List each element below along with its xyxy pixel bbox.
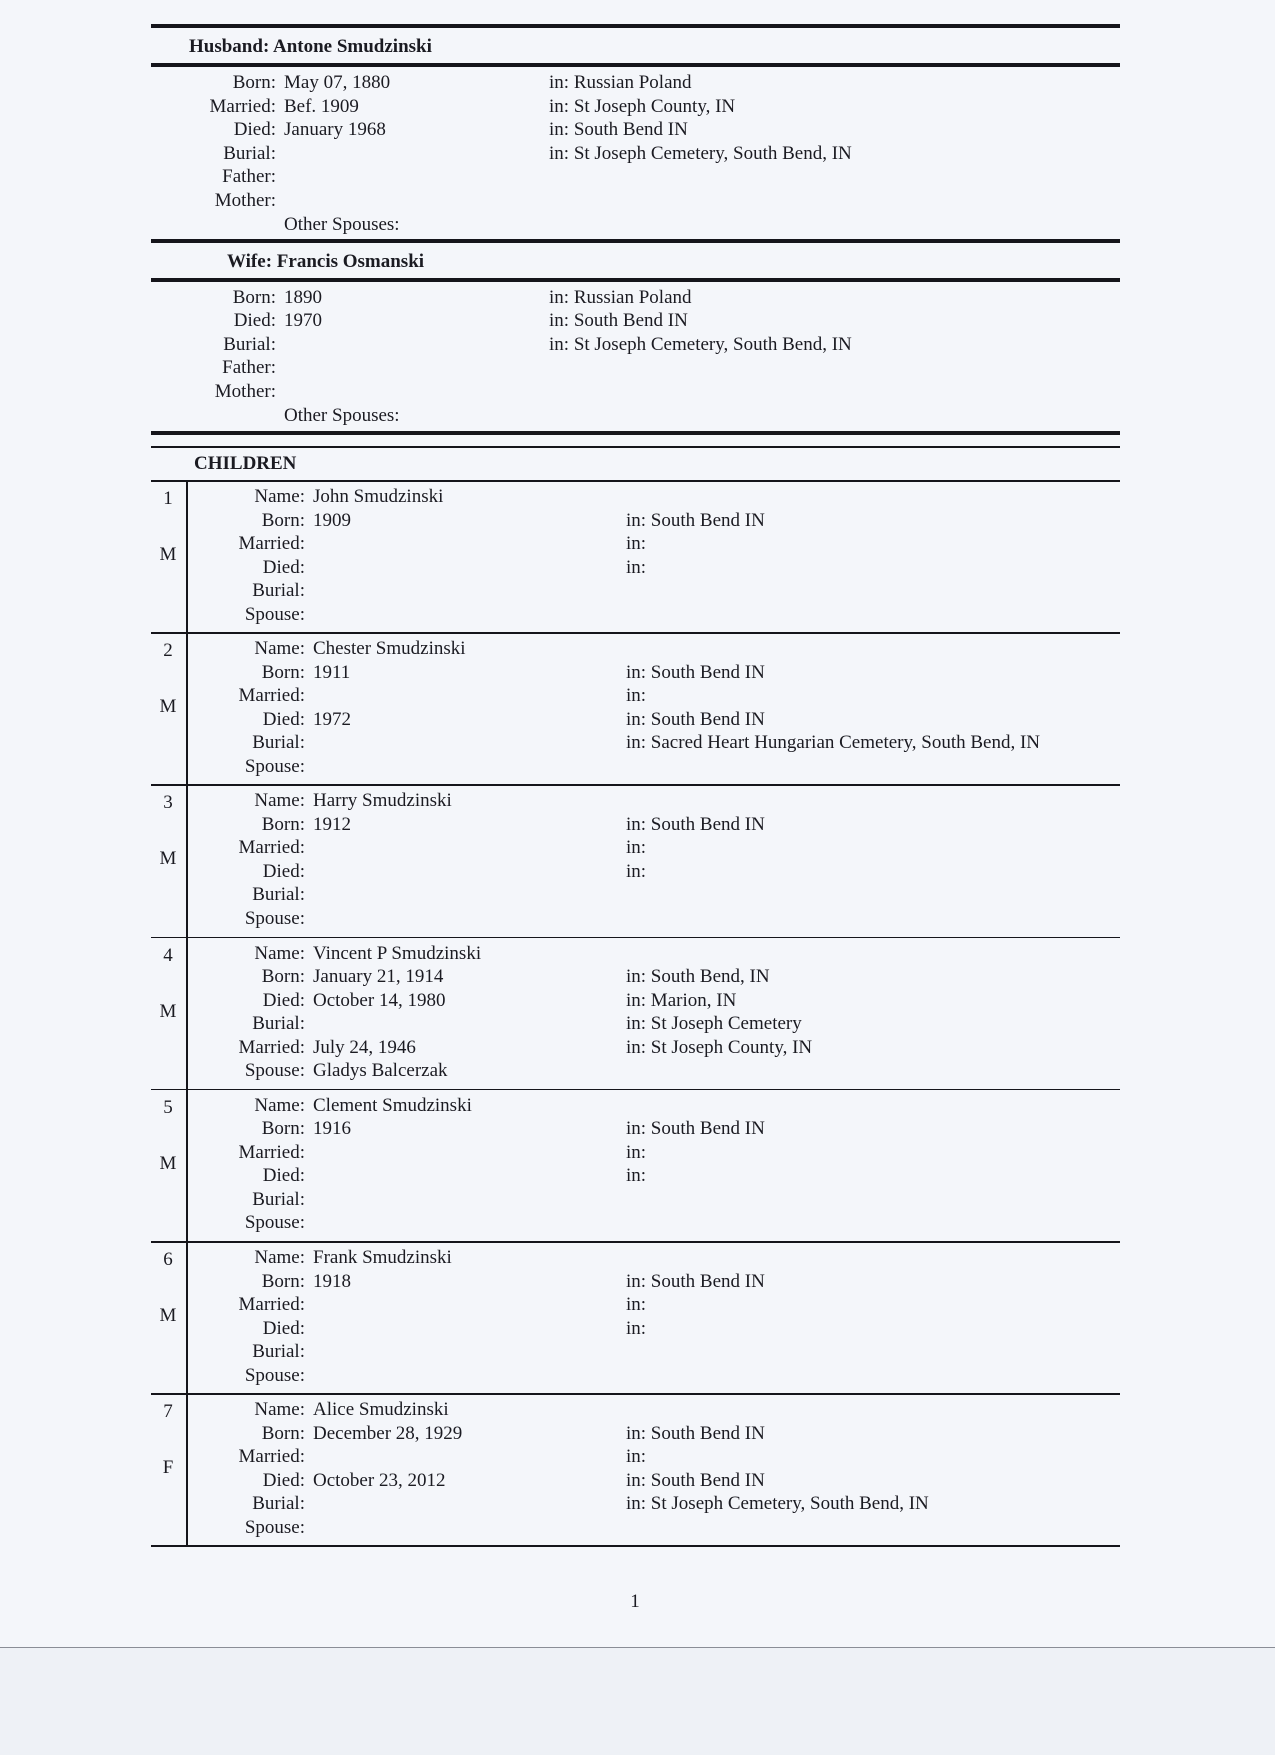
- child-field-label: Married:: [238, 1294, 305, 1315]
- child-field-value: December 28, 1929: [313, 1422, 463, 1444]
- wife-born-place: in: Russian Poland: [549, 287, 692, 308]
- child-number: 5: [163, 1096, 173, 1118]
- child-field-place: in: South Bend IN: [626, 1422, 765, 1444]
- husband-married-label: Married:: [209, 96, 276, 117]
- child-field-label: Spouse:: [244, 1516, 305, 1538]
- husband-born: May 07, 1880: [284, 72, 391, 93]
- wife-name: Francis Osmanski: [276, 251, 425, 272]
- child-sex: F: [162, 1457, 174, 1479]
- child-number: 3: [163, 792, 173, 814]
- child-field-label: Born:: [261, 813, 305, 835]
- husband-father-label: Father:: [222, 166, 276, 187]
- wife-father-label: Father:: [222, 357, 276, 378]
- child-field-value: October 23, 2012: [313, 1469, 446, 1491]
- child-field-place: in: St Joseph Cemetery: [626, 1013, 802, 1035]
- children-heading: CHILDREN: [194, 453, 297, 474]
- child-separator-rule: [151, 1393, 1120, 1395]
- wife-born-label: Born:: [232, 287, 276, 308]
- husband-born-place: in: Russian Poland: [549, 72, 692, 93]
- child-sex: M: [159, 1000, 177, 1022]
- child-separator-rule: [151, 937, 1120, 939]
- child-field-place: in: South Bend IN: [626, 509, 765, 531]
- child-field-label: Spouse:: [244, 603, 305, 625]
- child-field-place: in:: [626, 556, 647, 578]
- child-field-value: Chester Smudzinski: [313, 638, 466, 660]
- child-field-value: 1916: [313, 1118, 351, 1140]
- husband-rule: [151, 63, 1120, 67]
- child-field-label: Spouse:: [244, 1212, 305, 1234]
- child-field-label: Married:: [238, 533, 305, 554]
- child-field-label: Spouse:: [244, 1060, 305, 1082]
- child-field-label: Born:: [261, 966, 305, 988]
- child-field-label: Spouse:: [244, 1364, 305, 1386]
- wife-born: 1890: [284, 287, 322, 308]
- child-field-label: Burial:: [252, 732, 305, 754]
- child-field-place: in:: [626, 1446, 647, 1468]
- child-field-label: Name:: [254, 1247, 305, 1268]
- child-field-label: Born:: [261, 509, 305, 531]
- child-field-value: Vincent P Smudzinski: [313, 942, 482, 964]
- child-field-value: 1909: [313, 509, 351, 531]
- child-field-label: Name:: [254, 1094, 305, 1116]
- child-field-value: 1972: [313, 708, 351, 730]
- husband-mother-label: Mother:: [214, 190, 276, 211]
- page-number: 1: [630, 1591, 640, 1612]
- child-number: 4: [163, 944, 173, 966]
- child-separator-rule: [151, 1089, 1120, 1091]
- children-number-column-divider: [186, 481, 188, 1547]
- child-field-label: Born:: [261, 1422, 305, 1444]
- child-field-label: Died:: [262, 860, 305, 882]
- child-field-value: Frank Smudzinski: [313, 1247, 452, 1268]
- child-field-label: Married:: [238, 837, 305, 859]
- child-field-place: in: St Joseph County, IN: [626, 1036, 813, 1058]
- child-field-label: Name:: [254, 486, 305, 507]
- child-field-label: Died:: [262, 1469, 305, 1491]
- child-field-place: in: Sacred Heart Hungarian Cemetery, South Bend, IN: [626, 732, 1041, 754]
- child-field-label: Died:: [262, 1317, 305, 1339]
- child-field-label: Died:: [262, 556, 305, 578]
- child-field-label: Born:: [261, 1118, 305, 1140]
- wife-died-place: in: South Bend IN: [549, 310, 688, 331]
- child-field-value: July 24, 1946: [313, 1036, 416, 1058]
- husband-heading-label: Husband:: [189, 36, 270, 57]
- wife-died: 1970: [284, 310, 322, 331]
- children-header-rule: [151, 480, 1120, 482]
- husband-name: Antone Smudzinski: [272, 36, 432, 57]
- child-field-label: Died:: [262, 989, 305, 1011]
- child-number: 1: [163, 488, 173, 509]
- children-top-rule: [151, 431, 1120, 435]
- child-number: 7: [163, 1401, 173, 1423]
- child-field-label: Name:: [254, 790, 305, 812]
- child-field-label: Spouse:: [244, 907, 305, 929]
- child-sex: M: [159, 848, 177, 870]
- child-number: 6: [163, 1249, 173, 1270]
- wife-heading: [227, 251, 424, 273]
- child-field-value: Gladys Balcerzak: [313, 1060, 448, 1082]
- husband-burial-place: in: St Joseph Cemetery, South Bend, IN: [549, 143, 852, 164]
- child-number: 2: [163, 640, 173, 662]
- child-field-label: Married:: [238, 685, 305, 707]
- child-sex: M: [159, 696, 177, 718]
- child-field-label: Born:: [261, 661, 305, 683]
- child-field-value: Alice Smudzinski: [313, 1399, 449, 1421]
- child-separator-rule: [151, 1545, 1120, 1547]
- child-separator-rule: [151, 1241, 1120, 1243]
- husband-heading: [189, 36, 432, 58]
- child-field-place: in: South Bend IN: [626, 813, 765, 835]
- child-field-place: in: South Bend IN: [626, 1118, 765, 1140]
- child-field-value: January 21, 1914: [313, 966, 444, 988]
- child-separator-rule: [151, 784, 1120, 786]
- child-field-label: Married:: [238, 1446, 305, 1468]
- child-field-label: Name:: [254, 638, 305, 660]
- child-field-place: in: Marion, IN: [626, 989, 737, 1011]
- child-field-place: in: South Bend IN: [626, 1469, 765, 1491]
- child-field-value: 1918: [313, 1270, 351, 1292]
- wife-rule: [151, 278, 1120, 282]
- wife-top-rule: [151, 239, 1120, 243]
- child-field-value: 1911: [313, 661, 351, 683]
- husband-died: January 1968: [284, 119, 386, 140]
- child-field-value: October 14, 1980: [313, 989, 446, 1011]
- child-field-value: 1912: [313, 813, 351, 835]
- child-separator-rule: [151, 632, 1120, 634]
- child-field-place: in: South Bend IN: [626, 661, 765, 683]
- child-field-value: Clement Smudzinski: [313, 1094, 472, 1116]
- child-field-place: in:: [626, 860, 647, 882]
- child-sex: M: [159, 1152, 177, 1174]
- wife-other-spouses-label: Other Spouses:: [284, 405, 400, 426]
- top-rule: [151, 24, 1120, 28]
- child-field-place: in: South Bend, IN: [626, 966, 770, 988]
- husband-born-label: Born:: [232, 72, 276, 93]
- child-field-label: Name:: [254, 942, 305, 964]
- child-sex: M: [159, 1305, 177, 1326]
- wife-mother-label: Mother:: [214, 381, 276, 402]
- child-field-label: Burial:: [252, 1188, 305, 1210]
- child-field-label: Burial:: [252, 1013, 305, 1035]
- children-top-rule-2: [151, 446, 1120, 448]
- child-field-label: Born:: [261, 1270, 305, 1292]
- wife-burial-label: Burial:: [223, 334, 276, 355]
- child-field-place: in:: [626, 1165, 647, 1187]
- child-field-place: in:: [626, 1317, 647, 1339]
- husband-died-label: Died:: [233, 119, 276, 140]
- child-field-label: Burial:: [252, 1493, 305, 1515]
- child-field-place: in:: [626, 685, 647, 707]
- husband-burial-label: Burial:: [223, 143, 276, 164]
- child-field-place: in: St Joseph Cemetery, South Bend, IN: [626, 1493, 929, 1515]
- child-field-place: in:: [626, 1141, 647, 1163]
- wife-died-label: Died:: [233, 310, 276, 331]
- child-field-label: Spouse:: [244, 755, 305, 777]
- child-field-place: in: South Bend IN: [626, 708, 765, 730]
- child-field-label: Married:: [238, 1141, 305, 1163]
- child-field-place: in: South Bend IN: [626, 1270, 765, 1292]
- husband-married: Bef. 1909: [284, 96, 359, 117]
- child-field-place: in:: [626, 1294, 647, 1315]
- child-field-value: Harry Smudzinski: [313, 790, 452, 812]
- child-field-label: Name:: [254, 1399, 305, 1421]
- child-field-value: John Smudzinski: [313, 486, 444, 507]
- husband-other-spouses-label: Other Spouses:: [284, 214, 400, 235]
- child-field-label: Burial:: [252, 884, 305, 906]
- child-field-place: in:: [626, 533, 647, 554]
- child-field-label: Burial:: [252, 1341, 305, 1362]
- husband-married-place: in: St Joseph County, IN: [549, 96, 736, 117]
- child-field-label: Married:: [238, 1036, 305, 1058]
- child-field-place: in:: [626, 837, 647, 859]
- husband-died-place: in: South Bend IN: [549, 119, 688, 140]
- child-field-label: Burial:: [252, 580, 305, 601]
- child-field-label: Died:: [262, 1165, 305, 1187]
- child-field-label: Died:: [262, 708, 305, 730]
- scanner-background: [0, 1648, 1275, 1755]
- wife-heading-label: Wife:: [227, 251, 273, 272]
- child-sex: M: [159, 544, 177, 565]
- wife-burial-place: in: St Joseph Cemetery, South Bend, IN: [549, 334, 852, 355]
